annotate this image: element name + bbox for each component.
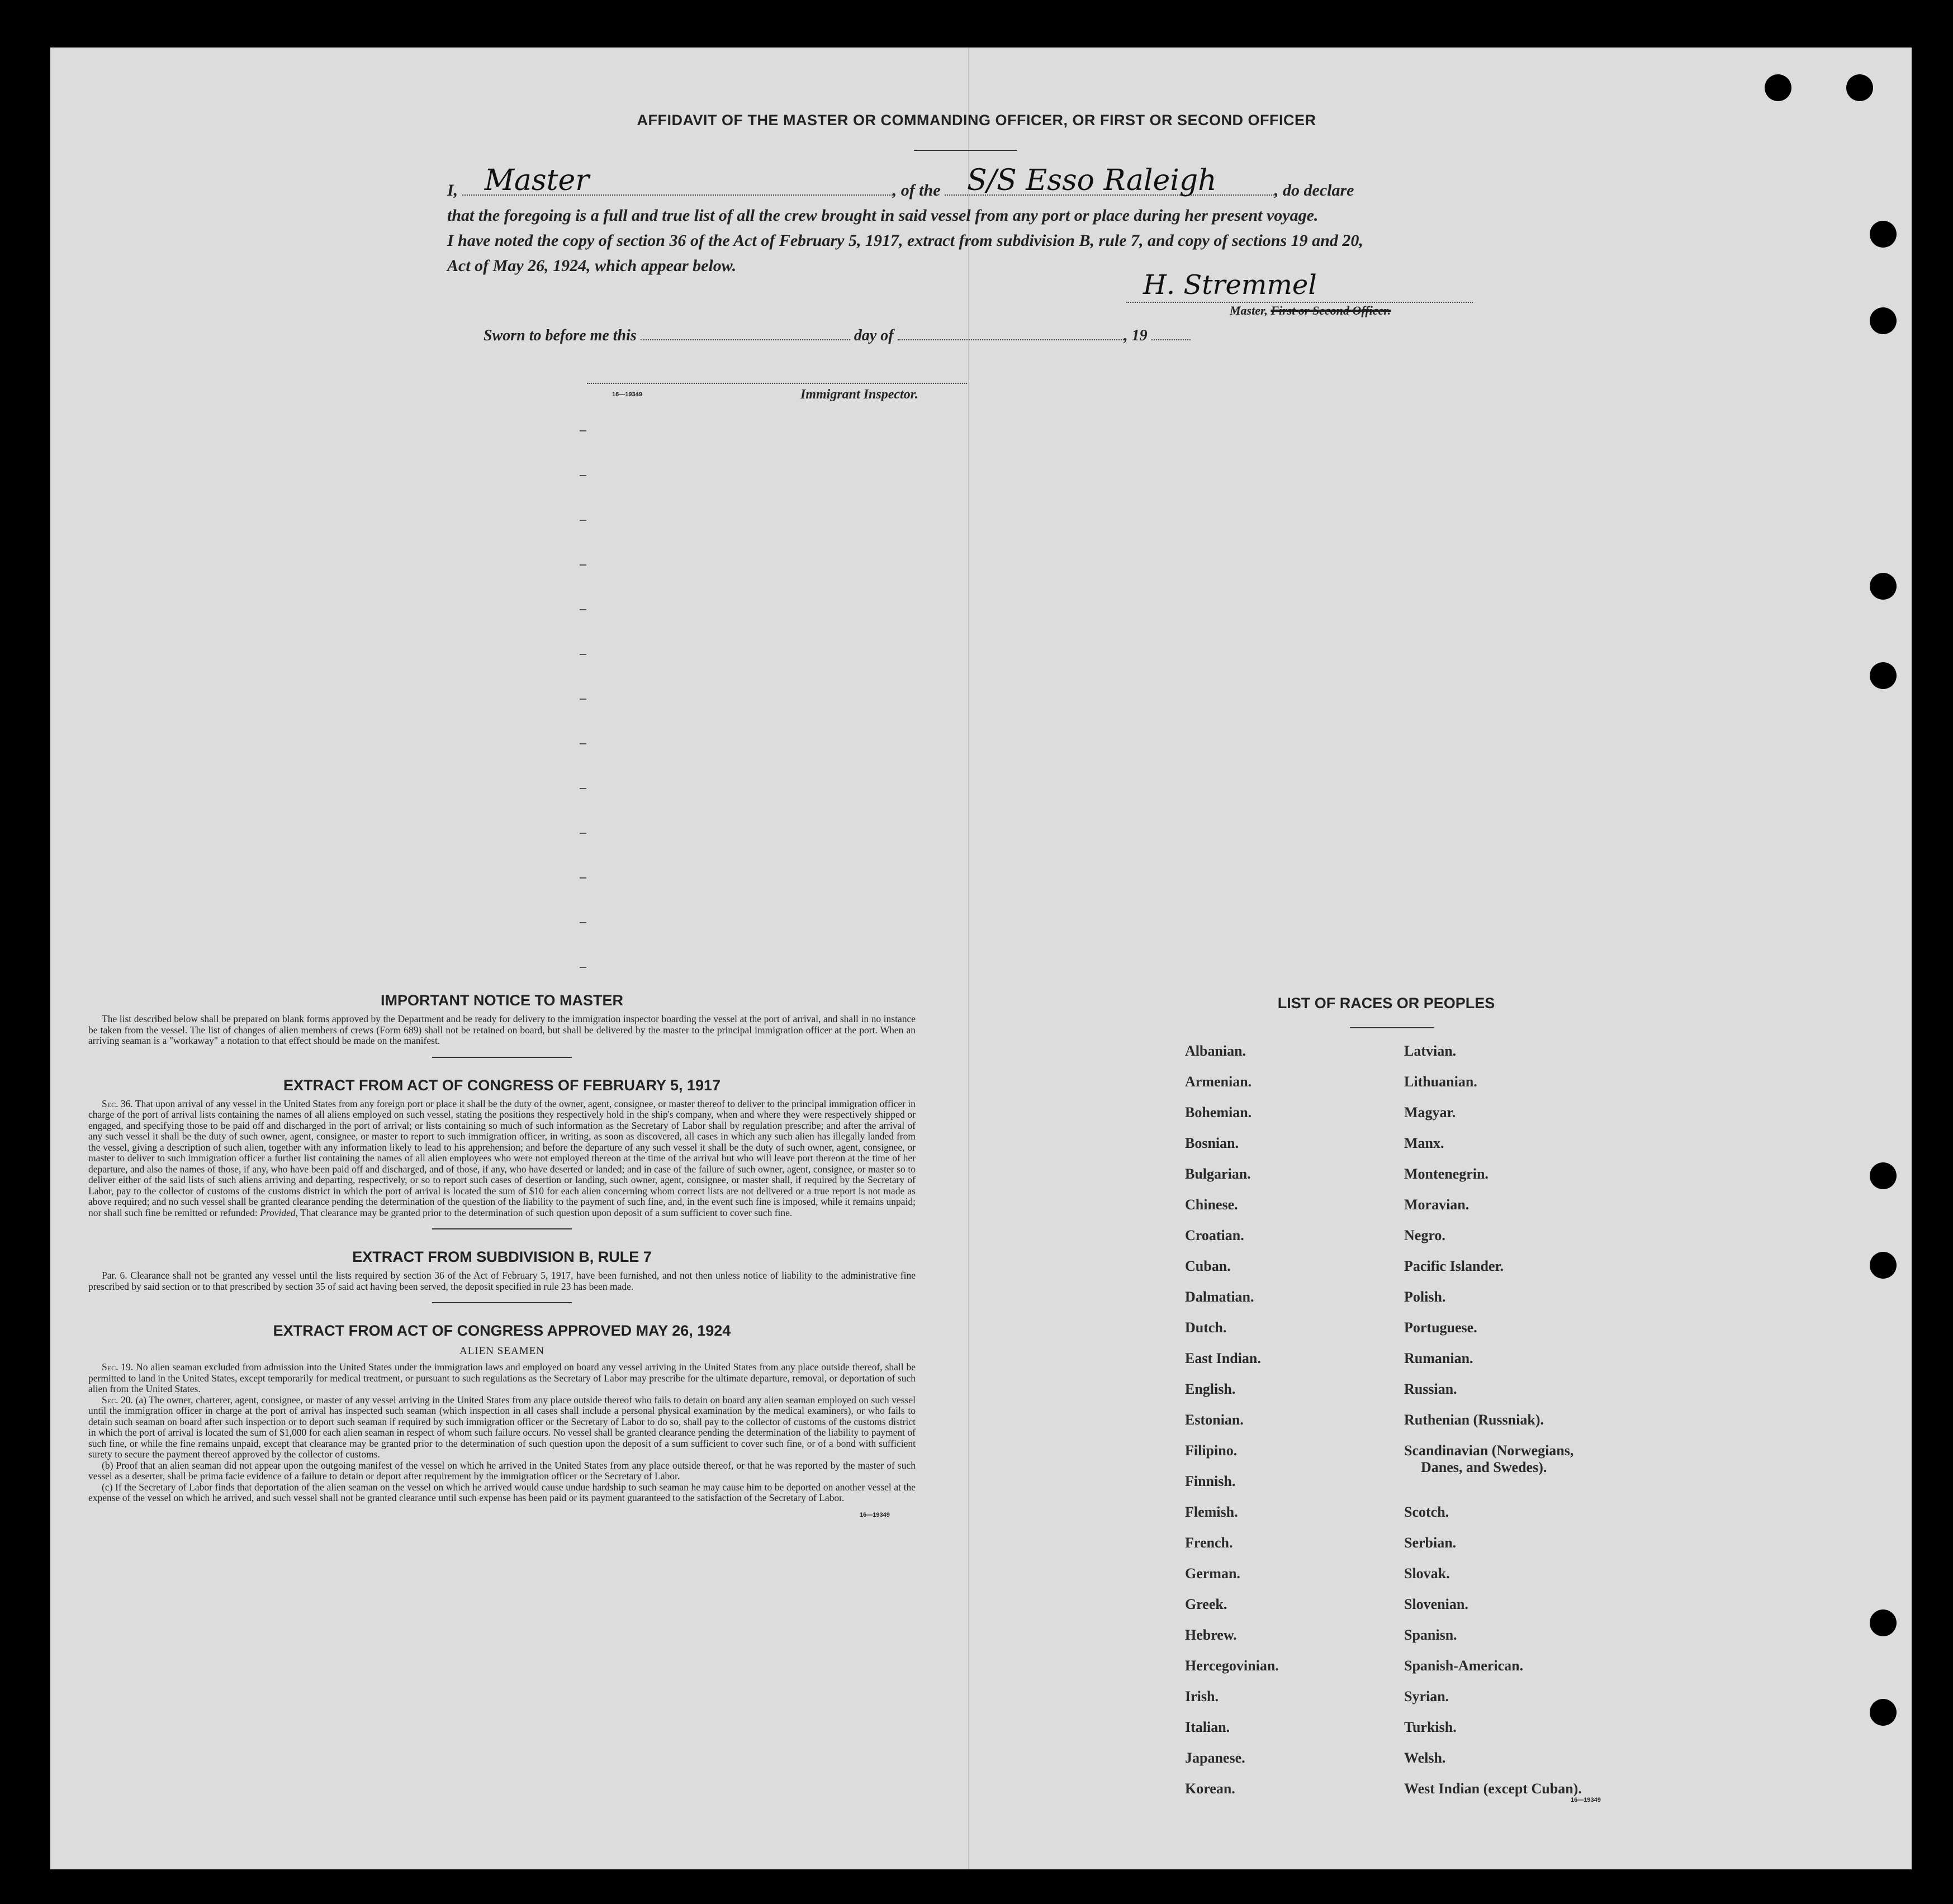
race-item: Manx. (1404, 1135, 1444, 1151)
signature-caption (1230, 303, 1391, 318)
sec19-text (88, 1362, 916, 1395)
race-item: Filipino. (1185, 1442, 1238, 1459)
race-item: Danes, and Swedes). (1421, 1459, 1547, 1475)
alien-seamen-subtitle: ALIEN SEAMEN (459, 1345, 544, 1357)
races-left-column (1185, 1043, 1279, 1811)
decl-i: I, (447, 181, 458, 200)
signature-line (1126, 268, 1473, 303)
race-item: Ruthenian (Russniak). (1404, 1412, 1544, 1428)
punch-hole (1870, 1162, 1897, 1189)
form-number-top: 16—19349 (612, 391, 642, 398)
decl-line-2: that the foregoing is a full and true list of all the crew brought in said vessel from any port or place during her present voyage. (447, 206, 1319, 225)
race-item: Negro. (1404, 1227, 1445, 1243)
race-item: Armenian. (1185, 1074, 1252, 1090)
races-title-rule (1350, 1027, 1434, 1028)
punch-hole (1870, 662, 1897, 689)
race-item: Polish. (1404, 1289, 1446, 1305)
margin-tick (580, 475, 586, 476)
vessel-field (945, 164, 1274, 197)
form-number-left: 16—19349 (860, 1511, 890, 1518)
race-item: Flemish. (1185, 1504, 1238, 1520)
race-item: Montenegrin. (1404, 1166, 1489, 1182)
race-item: Chinese. (1185, 1196, 1238, 1213)
race-item: East Indian. (1185, 1350, 1261, 1366)
sworn-day-label: day of (854, 327, 894, 344)
race-item: Slovenian. (1404, 1596, 1468, 1612)
race-item: Russian. (1404, 1381, 1457, 1397)
form-number-right: 16—19349 (1571, 1797, 1601, 1803)
margin-tick (580, 922, 586, 923)
caption-master: Master, (1230, 303, 1268, 317)
punch-hole (1846, 74, 1873, 101)
race-item: Bohemian. (1185, 1104, 1252, 1120)
race-item: French. (1185, 1535, 1233, 1551)
punch-hole (1870, 573, 1897, 600)
extract-1917-title: EXTRACT FROM ACT OF CONGRESS OF FEBRUARY 5, 1917 (283, 1076, 721, 1094)
affidavit-title: AFFIDAVIT OF THE MASTER OR COMMANDING OFFICER, OR FIRST OR SECOND OFFICER (637, 112, 1316, 129)
extract-1924-title: EXTRACT FROM ACT OF CONGRESS APPROVED MAY 26, 1924 (273, 1322, 731, 1339)
section-divider (432, 1302, 572, 1303)
race-item: Lithuanian. (1404, 1074, 1477, 1090)
notice-text: The list described below shall be prepared on blank forms approved by the Department and be ready for delivery to the immigration inspector boarding the vessel at the port of arrival, and shall in no instance be taken from the vessel. The list of changes of alien members of crews (Form 689) shall not be retained on board, but shall be delivered by the master to the principal immigration officer at the port. When an arriving seaman is a "workaway" a notation to that effect should be made on the manifest. (88, 1013, 916, 1046)
margin-tick (580, 788, 586, 789)
declaration (447, 164, 1492, 278)
sworn-month-field (898, 328, 1124, 340)
race-item: Estonian. (1185, 1412, 1244, 1428)
race-item: Portuguese. (1404, 1319, 1477, 1336)
punch-hole (1870, 221, 1897, 248)
races-title: LIST OF RACES OR PEOPLES (1277, 995, 1495, 1012)
sec20a-text (88, 1395, 916, 1460)
master-signature: H. Stremmel (1143, 269, 1317, 301)
race-item: Magyar. (1404, 1104, 1456, 1120)
race-item: Moravian. (1404, 1196, 1470, 1213)
race-item: Spanisn. (1404, 1627, 1457, 1643)
race-item: Scandinavian (Norwegians, (1404, 1442, 1574, 1459)
sworn-year-label: , 19 (1124, 327, 1148, 344)
race-item: Irish. (1185, 1688, 1219, 1704)
vessel-handwritten: S/S Esso Raleigh (967, 164, 1217, 197)
decl-line-4: Act of May 26, 1924, which appear below. (447, 257, 737, 275)
sec20-label: Sec. 20. (102, 1394, 133, 1406)
proviso-label: Provided, (260, 1207, 298, 1218)
races-right-column (1404, 1043, 1582, 1811)
section-divider (432, 1228, 572, 1229)
margin-tick (580, 877, 586, 879)
race-item: Syrian. (1404, 1688, 1449, 1704)
race-item: Slovak. (1404, 1565, 1450, 1582)
inspector-signature-line (587, 383, 967, 384)
sworn-line (483, 327, 1191, 345)
punch-hole (1870, 1699, 1897, 1726)
race-item: Rumanian. (1404, 1350, 1473, 1366)
race-item: Hercegovinian. (1185, 1658, 1279, 1674)
sec36-label: Sec. 36. (102, 1098, 133, 1109)
margin-tick (580, 967, 586, 968)
race-item: Italian. (1185, 1719, 1230, 1735)
race-item: Korean. (1185, 1780, 1235, 1797)
race-item: Welsh. (1404, 1750, 1446, 1766)
race-item: Turkish. (1404, 1719, 1457, 1735)
margin-tick (580, 564, 586, 566)
race-item: Finnish. (1185, 1473, 1236, 1489)
race-item: Serbian. (1404, 1535, 1457, 1551)
extract-1917-text (88, 1099, 916, 1219)
margin-tick (580, 430, 586, 431)
race-item: Latvian. (1404, 1043, 1457, 1059)
extract-rule7-title: EXTRACT FROM SUBDIVISION B, RULE 7 (352, 1248, 652, 1265)
inspector-caption: Immigrant Inspector. (800, 387, 918, 402)
decl-of-the: , of the (892, 181, 941, 200)
margin-tick (580, 520, 586, 521)
race-item: Greek. (1185, 1596, 1227, 1612)
officer-handwritten: Master (484, 164, 590, 197)
proviso-body: That clearance may be granted prior to the determination of such question upon deposit of a sum sufficient to cover such fine. (300, 1207, 793, 1218)
race-item: Cuban. (1185, 1258, 1231, 1274)
caption-struck-officer: First or Second Officer. (1271, 303, 1391, 317)
page-fold (968, 48, 969, 1869)
sec19-body: No alien seaman excluded from admission into the United States under the immigration laws and employed on board any vessel arriving in the United States from any place outside thereof, shall be permitted to land in the United States, except temporarily for medical treatment, or pursuant to such regulations as the Secretary of Labor may prescribe for the ultimate departure, removal, or deportation of such alien from the United States. (88, 1361, 916, 1394)
sec20a-body: (a) The owner, charterer, agent, consignee, or master of any vessel arriving in the United States from any place outside thereof who fails to detain on board any alien seaman employed on such vessel until the immigration officer in charge at the port of arrival has inspected such seaman (which inspection in all cases shall include a personal physical examination by the medical examiners), or who fails to detain such seaman on board after such inspection or to deport such seaman if required by such immigration officer or the Secretary of Labor to do so, shall pay to the collector of customs of the customs district in which the port of arrival is located the sum of $1,000 for each alien seaman in respect of whom such failure occurs. No vessel shall be granted clearance pending the determination of the liability to payment of such fine, or while the fine remains unpaid, except that clearance may be granted prior to the determination of such question upon the deposit of a sum sufficient to cover such fine, or of a bond with sufficient surety to secure the payment thereof approved by the collector of customs. (88, 1394, 916, 1460)
officer-field (462, 164, 893, 197)
margin-tick (580, 609, 586, 610)
margin-tick (580, 743, 586, 744)
sec20b-text: (b) Proof that an alien seaman did not appear upon the outgoing manifest of the vessel on which he arrived in the United States from any place outside thereof, or that he was reported by the master of such vessel as a deserter, shall be prima facie evidence of a failure to detain or deport after requirement by the immigration officer or the Secretary of Labor. (88, 1459, 916, 1482)
race-item: Pacific Islander. (1404, 1258, 1504, 1274)
sec19-label: Sec. 19. (102, 1361, 134, 1373)
notice-title: IMPORTANT NOTICE TO MASTER (381, 992, 623, 1009)
title-rule (914, 150, 1017, 151)
race-item: Albanian. (1185, 1043, 1246, 1059)
race-item: German. (1185, 1565, 1240, 1582)
race-item: Bosnian. (1185, 1135, 1239, 1151)
punch-hole (1870, 1252, 1897, 1279)
decl-line-3: I have noted the copy of section 36 of the Act of February 5, 1917, extract from subdivision B, rule 7, and copy of sections 19 and 20, (447, 231, 1363, 250)
section-divider (432, 1057, 572, 1058)
sworn-day-field (641, 328, 850, 340)
sec20c-text: (c) If the Secretary of Labor finds that deportation of the alien seaman on the vessel on which he arrived would cause undue hardship to such seaman he may cause him to be deported on another vessel at the expense of the vessel on which he arrived, and such vessel shall not be granted clearance until such expense has been paid or its payment guaranteed to the satisfaction of the Secretary of Labor. (88, 1481, 916, 1503)
race-item: Dalmatian. (1185, 1289, 1254, 1305)
extract-rule7-text: Par. 6. Clearance shall not be granted any vessel until the lists required by section 36 of the Act of February 5, 1917, have been furnished, and not then unless notice of liability to the administrative fine prescribed by said section or to that prescribed by section 35 of said act having been served, the deposit specified in rule 23 has been made. (88, 1270, 916, 1292)
race-item: Spanish-American. (1404, 1658, 1524, 1674)
margin-tick (580, 654, 586, 655)
race-item: English. (1185, 1381, 1236, 1397)
race-item: Hebrew. (1185, 1627, 1237, 1643)
margin-tick (580, 699, 586, 700)
race-item: Scotch. (1404, 1504, 1449, 1520)
punch-hole (1870, 1609, 1897, 1636)
race-item: Bulgarian. (1185, 1166, 1251, 1182)
race-item: Croatian. (1185, 1227, 1244, 1243)
race-item: West Indian (except Cuban). (1404, 1780, 1582, 1797)
decl-declare: , do declare (1274, 181, 1354, 200)
margin-tick (580, 833, 586, 834)
punch-hole (1870, 307, 1897, 334)
sworn-year-field (1151, 328, 1191, 340)
legal-extracts (88, 992, 916, 1518)
sec36-body: That upon arrival of any vessel in the United States from any foreign port or place it shall be the duty of the owner, agent, consignee, or master thereof to deliver to the principal immigration officer in charge of the port of arrival lists containing the names of all aliens employed on such vessel, stating the positions they respectively hold in the ship's company, when and where they were respectively shipped or engaged, and specifying those to be paid off and discharged in the port of arrival; or lists containing so much of such information as the Secretary of Labor shall by regulation prescribe; and after the arrival of any such vessel it shall be the duty of such owner, agent, consignee, or master to report to such immigration officer, in writing, as soon as discovered, all cases in which any such alien has illegally landed from the vessel, giving a description of such alien, together with any information likely to lead to his apprehension; and before the departure of any such vessel it shall be the duty of such owner, agent, consignee, or master to deliver to such immigration officer a further list containing the names of all alien employees who were not employed thereon at the time of the arrival but who will leave port thereon at the time of her departure, and also the names of those, if any, who have been paid off and discharged, and of those, if any, who have deserted or landed; and in case of the failure of such owner, agent, consignee, or master so to deliver either of the said lists of such aliens arriving and departing, respectively, or so to report such cases of desertion or landing, such owner, agent, consignee, or master shall, if required by the Secretary of Labor, pay to the collector of customs of the customs district in which the port of arrival is located the sum of $10 for each alien concerning whom correct lists are not delivered or a true report is not made as above required; and no such vessel shall be granted clearance pending the determination of the question of the liability to the payment of such fine, and, in the event such fine is imposed, while it remains unpaid; nor shall such fine be remitted or refunded: (88, 1098, 916, 1218)
race-item: Dutch. (1185, 1319, 1227, 1336)
sworn-prefix: Sworn to before me this (483, 327, 637, 344)
punch-hole (1765, 74, 1791, 101)
race-item: Japanese. (1185, 1750, 1245, 1766)
document-page (50, 48, 1912, 1869)
